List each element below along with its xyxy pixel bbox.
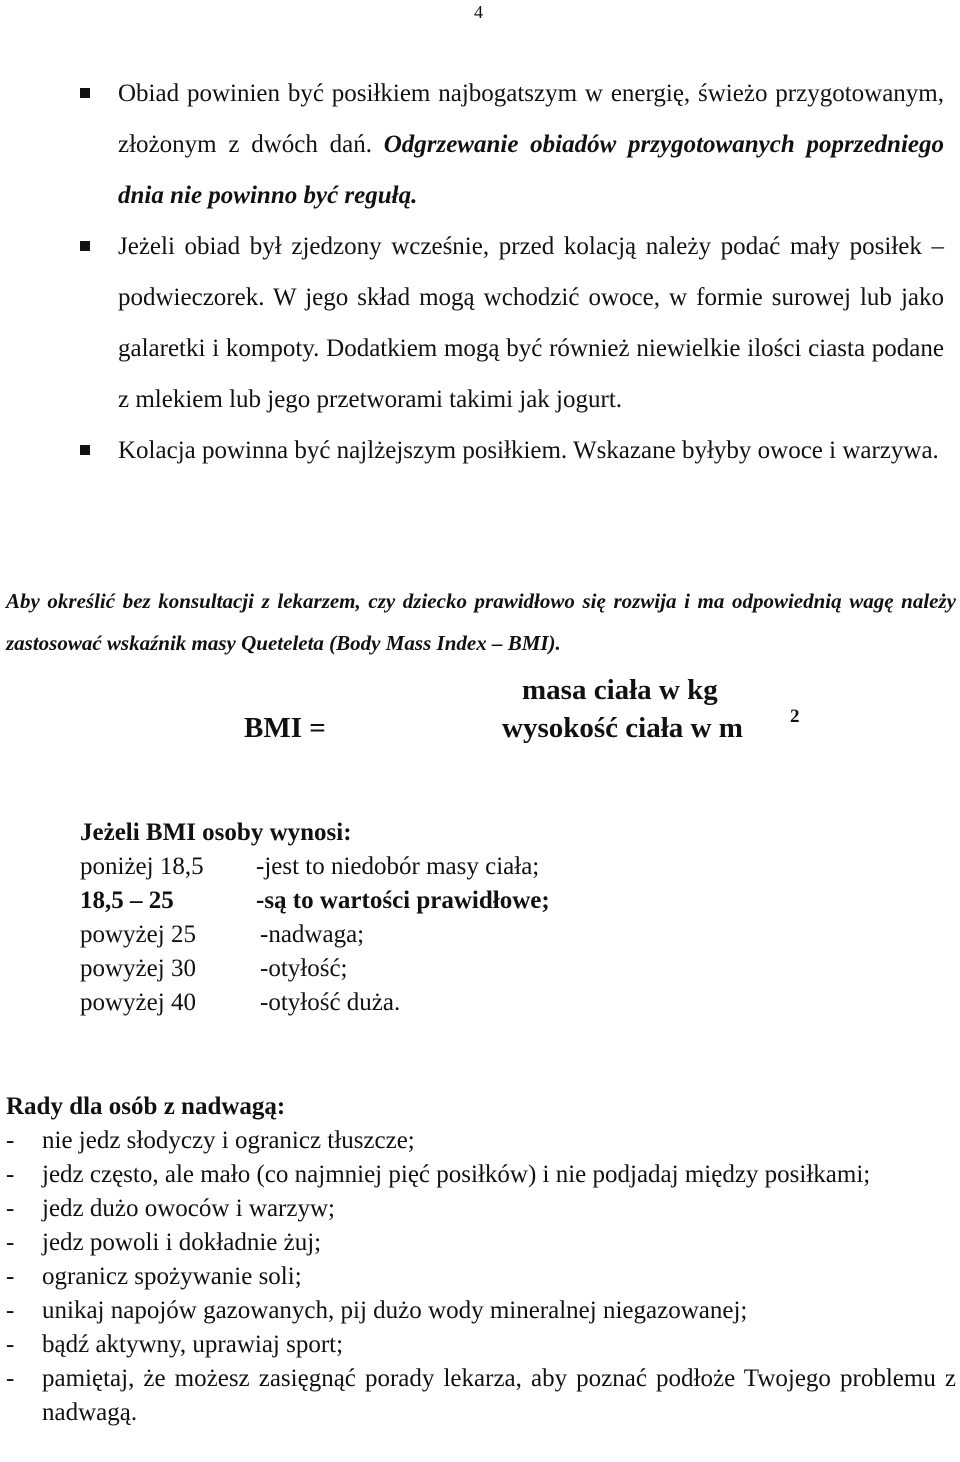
advice-text: unikaj napojów gazowanych, pij dużo wody mineralnej niegazowanej; bbox=[42, 1297, 748, 1324]
range-value: powyżej 40 bbox=[80, 989, 196, 1016]
formula-exponent: 2 bbox=[790, 706, 800, 727]
formula-numerator: masa ciała w kg bbox=[522, 674, 718, 706]
range-description: -jest to niedobór masy ciała; bbox=[256, 853, 540, 880]
range-row bbox=[80, 884, 550, 918]
bullet-item bbox=[0, 425, 960, 476]
advice-item bbox=[6, 1260, 956, 1294]
range-description: -nadwaga; bbox=[260, 921, 365, 948]
dash-marker: - bbox=[6, 1365, 15, 1392]
meal-bullet-list bbox=[0, 68, 960, 476]
bullet-item bbox=[0, 68, 960, 221]
advice-item bbox=[6, 1158, 956, 1192]
bmi-intro-paragraph: Aby określić bez konsultacji z lekarzem, czy dziecko prawidłowo się rozwija i ma odpowiednią wagę należy zastosować wskaźnik masy Queteleta (Body Mass Index – BMI). bbox=[6, 589, 956, 655]
bullet-emphasis: Odgrzewanie obiadów przygotowanych poprzedniego dnia nie powinno być regułą. bbox=[118, 131, 944, 209]
formula-lhs: BMI = bbox=[244, 712, 326, 744]
range-value: 18,5 – 25 bbox=[80, 887, 174, 914]
bullet-text: Jeżeli obiad był zjedzony wcześnie, przed kolacją należy podać mały posiłek – podwieczorek. W jego skład mogą wchodzić owoce, w formie surowej lub jako galaretki i kompoty. Dodatkiem mogą być również niewielkie ilości ciasta podane z mlekiem lub jego przetworami takimi jak jogurt. bbox=[118, 233, 944, 413]
overweight-advice bbox=[6, 1090, 956, 1430]
dash-marker: - bbox=[6, 1195, 15, 1222]
advice-item bbox=[6, 1294, 956, 1328]
ranges-heading: Jeżeli BMI osoby wynosi: bbox=[80, 819, 352, 846]
range-row bbox=[80, 986, 401, 1020]
bmi-ranges bbox=[80, 816, 550, 1020]
advice-text: jedz dużo owoców i warzyw; bbox=[42, 1195, 335, 1222]
advice-text: nie jedz słodyczy i ogranicz tłuszcze; bbox=[42, 1127, 415, 1154]
range-description: -otyłość; bbox=[260, 955, 348, 982]
dash-marker: - bbox=[6, 1161, 15, 1188]
advice-heading: Rady dla osób z nadwagą: bbox=[6, 1093, 286, 1120]
advice-text: bądź aktywny, uprawiaj sport; bbox=[42, 1331, 344, 1358]
bullet-item bbox=[0, 221, 960, 425]
dash-marker: - bbox=[6, 1297, 15, 1324]
advice-item bbox=[6, 1328, 956, 1362]
square-bullet-icon bbox=[80, 445, 90, 455]
square-bullet-icon bbox=[80, 241, 90, 251]
range-description: -otyłość duża. bbox=[260, 989, 401, 1016]
dash-marker: - bbox=[6, 1263, 15, 1290]
page-number: 4 bbox=[474, 2, 483, 22]
range-row bbox=[80, 918, 365, 952]
dash-marker: - bbox=[6, 1127, 15, 1154]
formula-denominator: wysokość ciała w m bbox=[502, 712, 743, 744]
bullet-text: Obiad powinien być posiłkiem najbogatszym w energię, świeżo przygotowanym, złożonym z dwóch dań. bbox=[118, 80, 944, 158]
dash-marker: - bbox=[6, 1229, 15, 1256]
advice-text: jedz często, ale mało (co najmniej pięć posiłków) i nie podjadaj między posiłkami; bbox=[42, 1161, 871, 1188]
advice-item bbox=[6, 1192, 956, 1226]
range-row bbox=[80, 850, 540, 884]
range-value: powyżej 25 bbox=[80, 921, 196, 948]
range-description: -są to wartości prawidłowe; bbox=[256, 887, 550, 914]
bmi-formula bbox=[0, 670, 960, 770]
bullet-text: Kolacja powinna być najlżejszym posiłkiem. Wskazane byłyby owoce i warzywa. bbox=[118, 437, 939, 464]
range-value: powyżej 30 bbox=[80, 955, 196, 982]
square-bullet-icon bbox=[80, 88, 90, 98]
advice-item bbox=[6, 1124, 956, 1158]
advice-text: ogranicz spożywanie soli; bbox=[42, 1263, 302, 1290]
advice-text: pamiętaj, że możesz zasięgnąć porady lekarza, aby poznać podłoże Twojego problemu z nadwagą. bbox=[42, 1365, 956, 1426]
range-row bbox=[80, 952, 352, 986]
advice-item bbox=[6, 1226, 956, 1260]
range-value: poniżej 18,5 bbox=[80, 853, 204, 880]
advice-text: jedz powoli i dokładnie żuj; bbox=[42, 1229, 322, 1256]
dash-marker: - bbox=[6, 1331, 15, 1358]
advice-item bbox=[6, 1362, 956, 1430]
